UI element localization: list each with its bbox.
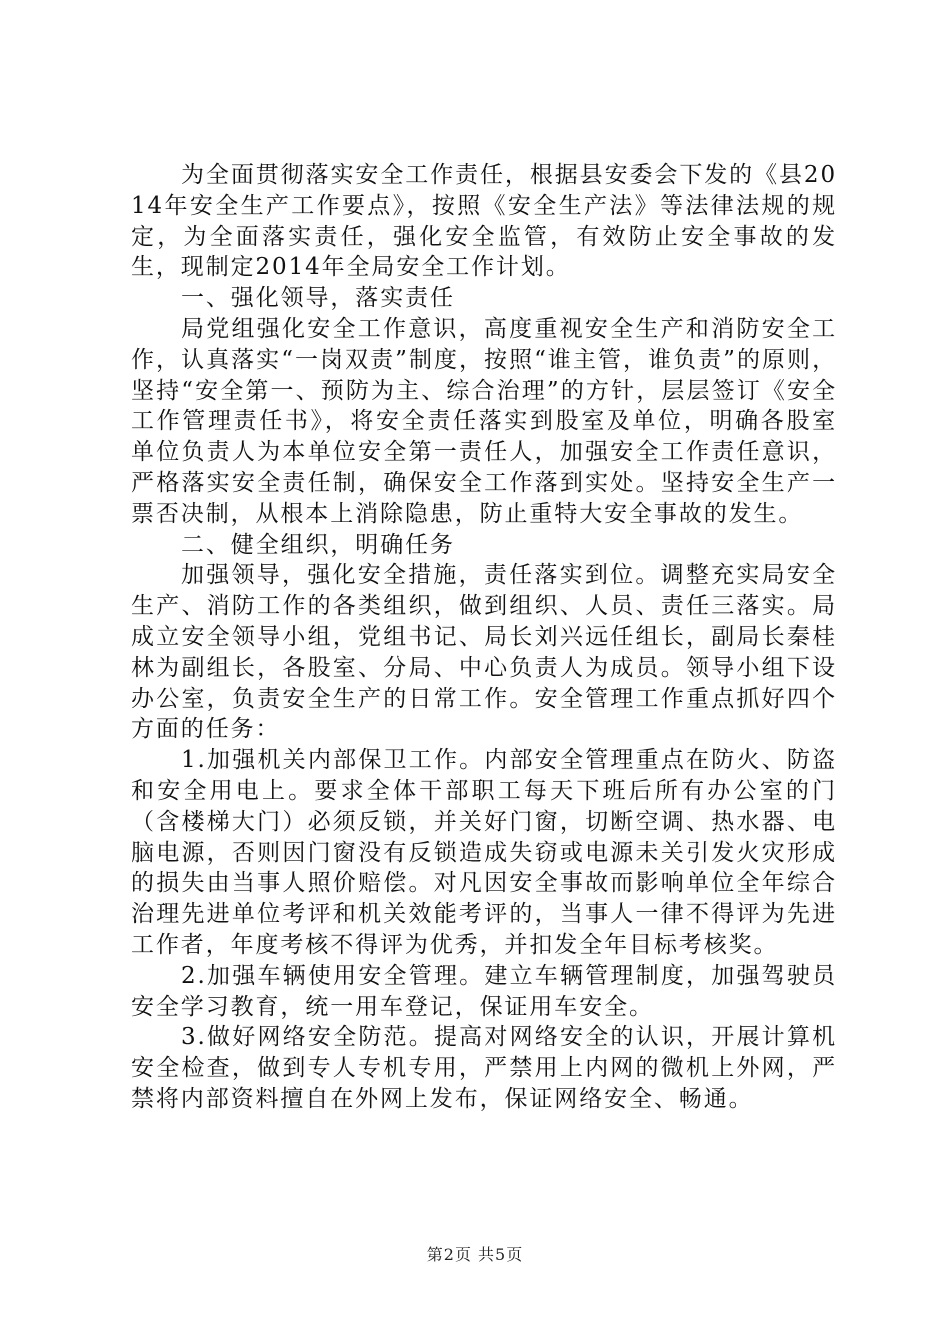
section-heading-2: 二、健全组织，明确任务 (181, 531, 455, 558)
list-item-2: 2.加强车辆使用安全管理。建立车辆管理制度，加强驾驶员安全学习教育，统一用车登记，保证用车安全。 (131, 962, 837, 1020)
paragraph-section-2: 加强领导，强化安全措施，责任落实到位。调整充实局安全生产、消防工作的各类组织，做到组织、人员、责任三落实。局成立安全领导小组，党组书记、局长刘兴远任组长，副局长秦桂林为副组长，各股室、分局、中心负责人为成员。领导小组下设办公室，负责安全生产的日常工作。安全管理工作重点抓好四个方面的任务： (131, 562, 837, 743)
paragraph-section-1: 局党组强化安全工作意识，高度重视安全生产和消防安全工作，认真落实“一岗双责”制度，按照“谁主管，谁负责”的原则，坚持“安全第一、预防为主、综合治理”的方针，层层签订《安全工作管理责任书》，将安全责任落实到股室及单位，明确各股室单位负责人为本单位安全第一责任人，加强安全工作责任意识，严格落实安全责任制，确保安全工作落到实处。坚持安全生产一票否决制，从根本上消除隐患，防止重特大安全事故的发生。 (131, 315, 837, 527)
document-body (131, 160, 837, 1115)
list-item-1: 1.加强机关内部保卫工作。内部安全管理重点在防火、防盗和安全用电上。要求全体干部职工每天下班后所有办公室的门（含楼梯大门）必须反锁，并关好门窗，切断空调、热水器、电脑电源，否则因门窗没有反锁造成失窃或电源未关引发火灾形成的损失由当事人照价赔偿。对凡因安全事故而影响单位全年综合治理先进单位考评和机关效能考评的，当事人一律不得评为先进工作者，年度考核不得评为优秀，并扣发全年目标考核奖。 (131, 747, 837, 958)
section-heading-1: 一、强化领导，落实责任 (181, 285, 455, 312)
list-item-3: 3.做好网络安全防范。提高对网络安全的认识，开展计算机安全检查，做到专人专机专用，严禁用上内网的微机上外网，严禁将内部资料擅自在外网上发布，保证网络安全、畅通。 (131, 1024, 837, 1112)
paragraph-intro: 为全面贯彻落实安全工作责任，根据县安委会下发的《县2014年安全生产工作要点》，按照《安全生产法》等法律法规的规定，为全面落实责任，强化安全监管，有效防止安全事故的发生，现制定2014年全局安全工作计划。 (131, 162, 837, 281)
page-number-footer: 第2页 共5页 (426, 1245, 524, 1264)
